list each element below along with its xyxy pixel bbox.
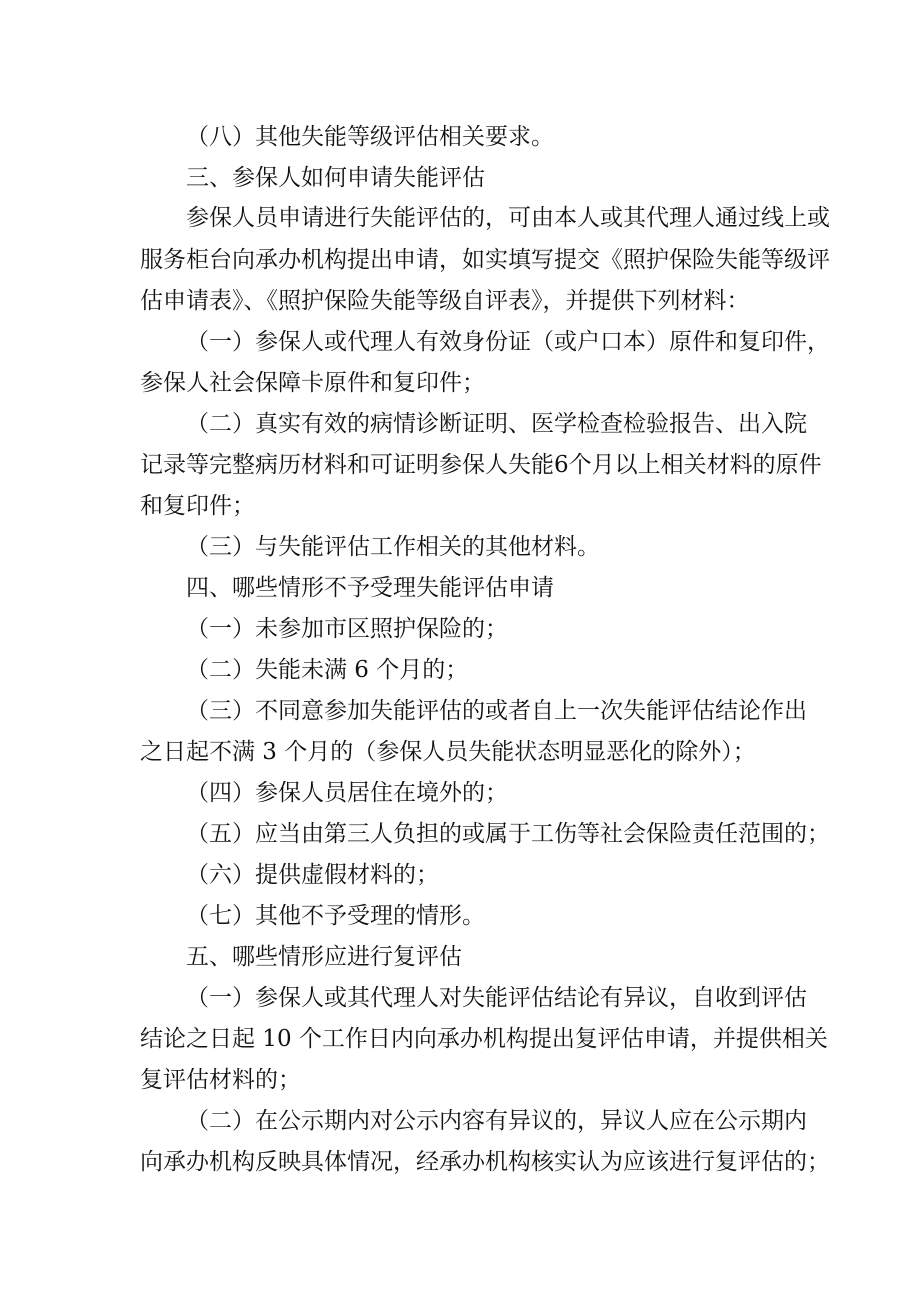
section-5-item-2-line-2: 向承办机构反映具体情况，经承办机构核实认为应该进行复评估的； (140, 1149, 830, 1175)
item-1-line-1: （一）参保人或代理人有效身份证（或户口本）原件和复印件， (186, 329, 830, 355)
item-1-line-2: 参保人社会保障卡原件和复印件； (140, 370, 485, 396)
clause-8-line: （八）其他失能等级评估相关要求。 (186, 124, 554, 150)
section-5-item-1-line-2: 结论之日起 10 个工作日内向承办机构提出复评估申请，并提供相关 (140, 1026, 828, 1052)
item-2-line-3: 和复印件； (140, 493, 255, 519)
section-4-item-7: （七）其他不予受理的情形。 (186, 903, 485, 929)
section-4-item-3-line-1: （三）不同意参加失能评估的或者自上一次失能评估结论作出 (186, 698, 807, 724)
section-5-item-2-line-1: （二）在公示期内对公示内容有异议的，异议人应在公示期内 (186, 1108, 807, 1134)
item-3-line: （三）与失能评估工作相关的其他材料。 (186, 534, 600, 560)
section-4-item-2: （二）失能未满 6 个月的； (186, 657, 469, 683)
section-5-item-1-line-3: 复评估材料的； (140, 1067, 301, 1093)
section-5-item-1-line-1: （一）参保人或其代理人对失能评估结论有异议，自收到评估 (186, 985, 807, 1011)
section-3-para-line-1: 参保人员申请进行失能评估的，可由本人或其代理人通过线上或 (186, 205, 830, 231)
section-4-item-3-line-2: 之日起不满 3 个月的（参保人员失能状态明显恶化的除外）； (140, 739, 756, 765)
item-2-line-1: （二）真实有效的病情诊断证明、医学检查检验报告、出入院 (186, 411, 807, 437)
section-4-item-4: （四）参保人员居住在境外的； (186, 780, 508, 806)
section-3-para-line-3: 估申请表》、《照护保险失能等级自评表》，并提供下列材料： (140, 288, 750, 314)
section-4-item-5: （五）应当由第三人负担的或属于工伤等社会保险责任范围的； (186, 821, 830, 847)
section-4-item-6: （六）提供虚假材料的； (186, 862, 439, 888)
section-4-heading: 四、哪些情形不予受理失能评估申请 (186, 575, 554, 601)
item-2-line-2: 记录等完整病历材料和可证明参保人失能6个月以上相关材料的原件 (140, 452, 822, 478)
section-3-para-line-2: 服务柜台向承办机构提出申请，如实填写提交《照护保险失能等级评 (140, 247, 830, 273)
section-5-heading: 五、哪些情形应进行复评估 (186, 944, 462, 970)
section-4-item-1: （一）未参加市区照护保险的； (186, 616, 508, 642)
section-3-heading: 三、参保人如何申请失能评估 (186, 165, 485, 191)
